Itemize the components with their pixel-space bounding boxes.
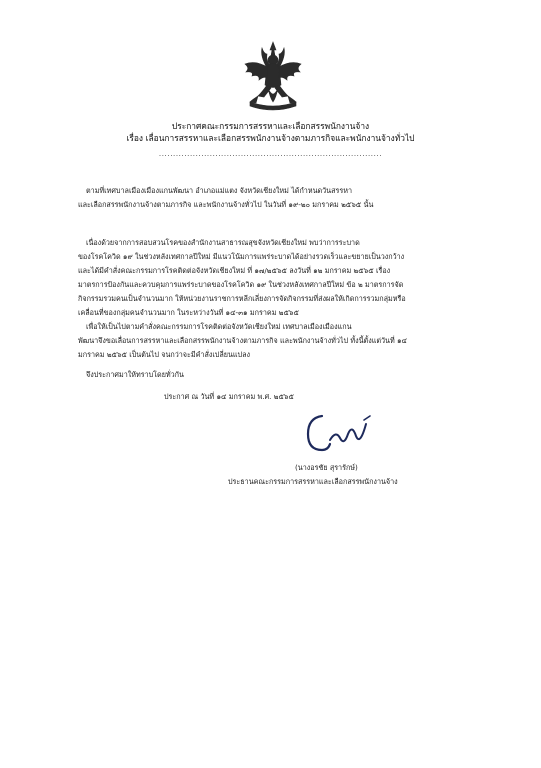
paragraph-line: มาตรการป้องกันและควบคุมการแพร่ระบาดของโรคโควิด ๑๙ ในช่วงหลังเทศกาลปีใหม่ ข้อ ๒ มาตรการจัด: [78, 280, 404, 289]
paragraph-background: [78, 184, 466, 212]
signer-title: ประธานคณะกรรมการสรรหาและเลือกสรรพนักงานจ้าง: [228, 477, 398, 486]
paragraph-line: พัฒนาจึงขอเลื่อนการสรรหาและเลือกสรรพนักงานจ้างตามภารกิจ และพนักงานจ้างทั่วไป ทั้งนี้ตั้งแต่วันที่ ๑๔: [78, 336, 407, 345]
closing-statement: จึงประกาศมาให้ทราบโดยทั่วกัน: [86, 370, 184, 379]
garuda-emblem: [240, 40, 306, 116]
paragraph-reason: [78, 236, 466, 320]
announcement-date: ประกาศ ณ วันที่ ๑๔ มกราคม พ.ศ. ๒๕๖๕: [164, 392, 294, 401]
paragraph-line: มกราคม ๒๕๖๕ เป็นต้นไป จนกว่าจะมีคำสั่งเปลี่ยนแปลง: [78, 350, 251, 359]
paragraph-line: ของโรคโควิด ๑๙ ในช่วงหลังเทศกาลปีใหม่ มีแนวโน้มการแพร่ระบาดได้อย่างรวดเร็วและขยายเป็นวงกว้าง: [78, 252, 405, 261]
announcement-subject: เรื่อง เลื่อนการสรรหาและเลือกสรรพนักงานจ้างตามภารกิจและพนักงานจ้างทั่วไป: [126, 133, 415, 143]
divider-dots: ...............................................................................: [158, 150, 383, 158]
paragraph-line: และเลือกสรรพนักงานจ้างตามภารกิจ และพนักงานจ้างทั่วไป ในวันที่ ๑๙-๒๐ มกราคม ๒๕๖๕ นั้น: [78, 200, 374, 209]
paragraph-line: เนื่องด้วยจากการสอบสวนโรคของสำนักงานสาธารณสุขจังหวัดเชียงใหม่ พบว่าการระบาด: [86, 238, 360, 247]
paragraph-postponement: [78, 320, 466, 362]
closing-statement-wrap: [86, 368, 466, 382]
signature-image: [300, 410, 380, 456]
paragraph-line: และได้มีคำสั่งคณะกรรมการโรคติดต่อจังหวัดเชียงใหม่ ที่ ๑๗/๒๕๖๕ ลงวันที่ ๑๒ มกราคม ๒๕๖๕ เรื่อง: [78, 266, 391, 275]
paragraph-line: ตามที่เทศบาลเมืองเมืองแกนพัฒนา อำเภอแม่แตง จังหวัดเชียงใหม่ ได้กำหนดวันสรรหา: [86, 186, 352, 195]
signer-name: (นางอรชัย สุรารักษ์): [295, 463, 358, 472]
paragraph-line: เพื่อให้เป็นไปตามคำสั่งคณะกรรมการโรคติดต่อจังหวัดเชียงใหม่ เทศบาลเมืองเมืองแกน: [86, 322, 352, 331]
announcement-title: ประกาศคณะกรรมการสรรหาและเลือกสรรพนักงานจ้าง: [171, 121, 370, 131]
paragraph-line: เคลื่อนที่ของกลุ่มคนจำนวนมาก ในระหว่างวันที่ ๑๔-๓๑ มกราคม ๒๕๖๕: [78, 308, 299, 317]
paragraph-line: กิจกรรมรวมคนเป็นจำนวนมาก ให้หน่วยงานราชการหลีกเลี่ยงการจัดกิจกรรมที่ส่งผลให้เกิดการรวมกลุ่มหรือ: [78, 294, 406, 303]
